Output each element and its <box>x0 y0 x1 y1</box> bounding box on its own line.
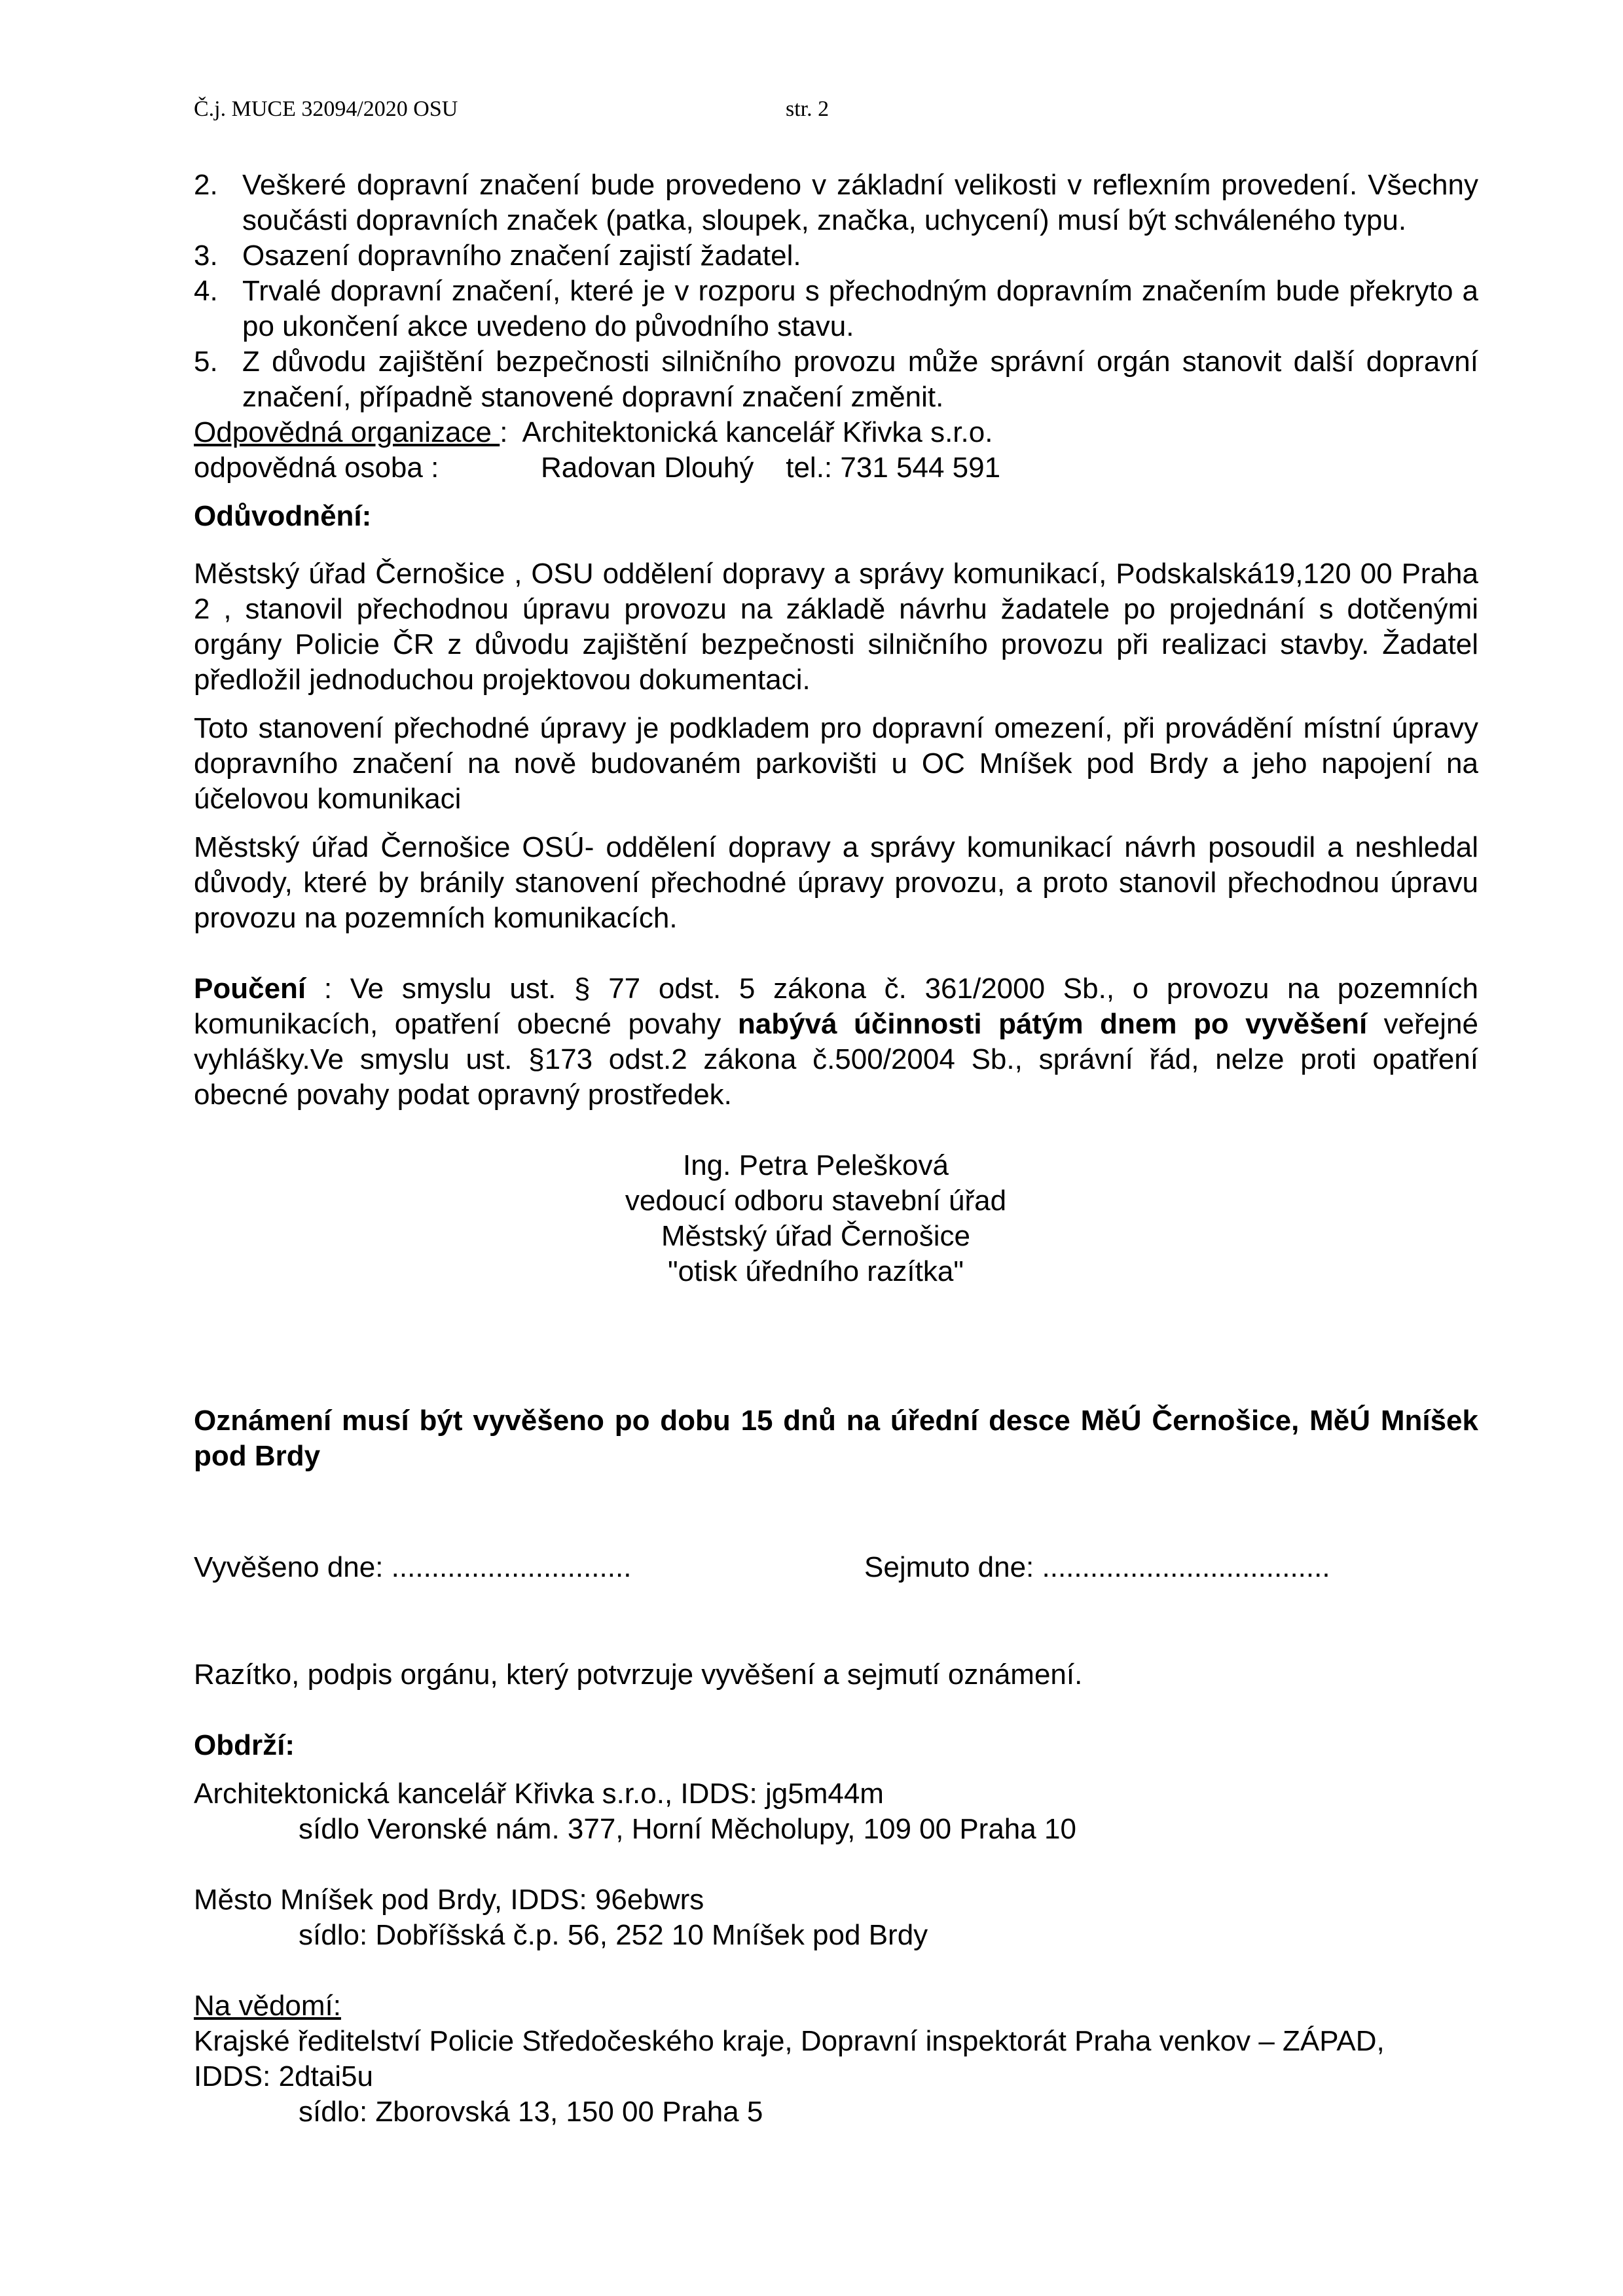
recipient-name: Město Mníšek pod Brdy, IDDS: 96ebwrs <box>194 1884 704 1916</box>
responsible-organization: Odpovědná organizace : Architektonická kancelář Křivka s.r.o. <box>194 416 993 448</box>
removed-date-field: Sejmuto dne: .................................... <box>864 1551 1330 1583</box>
page-number: str. 2 <box>786 97 830 121</box>
stamp-placeholder: "otisk úředního razítka" <box>668 1255 964 1287</box>
list-item: 3. Osazení dopravního značení zajistí žadatel. <box>194 240 801 272</box>
signature-block <box>587 1148 1045 1289</box>
recipient-idds: IDDS: 2dtai5u <box>194 2060 373 2092</box>
list-item: 4. Trvalé dopravní značení, které je v rozporu s přechodným dopravním značením bude překryto a po ukončení akce uvedeno do původního stavu. <box>194 275 1478 342</box>
signatory-office: Městský úřad Černošice <box>661 1220 970 1252</box>
signatory-name: Ing. Petra Pelešková <box>682 1149 949 1181</box>
conditions-list <box>194 168 1478 415</box>
responsible-person: odpovědná osoba : Radovan Dlouhý tel.: 731 544 591 <box>194 452 1001 484</box>
recipient-address: sídlo: Zborovská 13, 150 00 Praha 5 <box>299 2096 763 2128</box>
posted-date-field: Vyvěšeno dne: .............................. <box>194 1551 632 1583</box>
reasoning-paragraph-1: Městský úřad Černošice , OSU oddělení dopravy a správy komunikací, Podskalská19,120 00 Praha 2 , stanovil přechodnou úpravu provozu na základě návrhu žadatele po projednání s dotčenými orgány Policie ČR z důvodu zajištění bezpečnosti silničního provozu při realizaci stavby. Žadatel předložil jednoduchou projektovou dokumentaci. <box>194 558 1478 696</box>
signatory-role: vedoucí odboru stavební úřad <box>625 1185 1007 1217</box>
list-item: 2. Veškeré dopravní značení bude provedeno v základní velikosti v reflexním provedení. Všechny součásti dopravních značek (patka, sloupek, značka, uchycení) musí být schváleného typu. <box>194 169 1478 236</box>
list-item: 5. Z důvodu zajištění bezpečnosti silničního provozu může správní orgán stanovit další dopravní značení, případně stanovené dopravní značení změnit. <box>194 346 1478 413</box>
recipient-name: Architektonická kancelář Křivka s.r.o., IDDS: jg5m44m <box>194 1778 884 1810</box>
reasoning-paragraph-2: Toto stanovení přechodné úpravy je podkladem pro dopravní omezení, při provádění místní úpravy dopravního značení na nově budovaném parkovišti u OC Mníšek pod Brdy a jeho napojení na účelovou komunikaci <box>194 712 1478 815</box>
reasoning-heading: Odůvodnění: <box>194 500 372 532</box>
reference-number: Č.j. MUCE 32094/2020 OSU <box>194 97 458 121</box>
notice-text: Oznámení musí být vyvěšeno po dobu 15 dnů na úřední desce MěÚ Černošice, MěÚ Mníšek pod Brdy <box>194 1405 1478 1472</box>
instruction-paragraph: Poučení : Ve smyslu ust. § 77 odst. 5 zákona č. 361/2000 Sb., o provozu na pozemních komunikacích, opatření obecné povahy nabývá účinnosti pátým dnem po vyvěšení veřejné vyhlášky.Ve smyslu ust. §173 odst.2 zákona č.500/2004 Sb., správní řád, nelze proti opatření obecné povahy podat opravný prostředek. <box>194 973 1478 1111</box>
recipients-heading: Obdrží: <box>194 1729 295 1761</box>
document-body <box>194 168 1478 2130</box>
reasoning-paragraph-3: Městský úřad Černošice OSÚ- oddělení dopravy a správy komunikací návrh posoudil a neshledal důvody, které by bránily stanovení přechodné úpravy provozu, a proto stanovil přechodnou úpravu provozu na pozemních komunikacích. <box>194 831 1478 934</box>
for-information-heading: Na vědomí: <box>194 1990 341 2022</box>
recipient-address: sídlo: Dobříšská č.p. 56, 252 10 Mníšek pod Brdy <box>299 1919 928 1951</box>
recipient-address: sídlo Veronské nám. 377, Horní Měcholupy, 109 00 Praha 10 <box>299 1813 1076 1845</box>
posting-dates <box>194 1550 1478 1585</box>
stamp-signature-line: Razítko, podpis orgánu, který potvrzuje vyvěšení a sejmutí oznámení. <box>194 1659 1083 1691</box>
recipient-name: Krajské ředitelství Policie Středočeského kraje, Dopravní inspektorát Praha venkov – ZÁPAD, <box>194 2025 1385 2057</box>
